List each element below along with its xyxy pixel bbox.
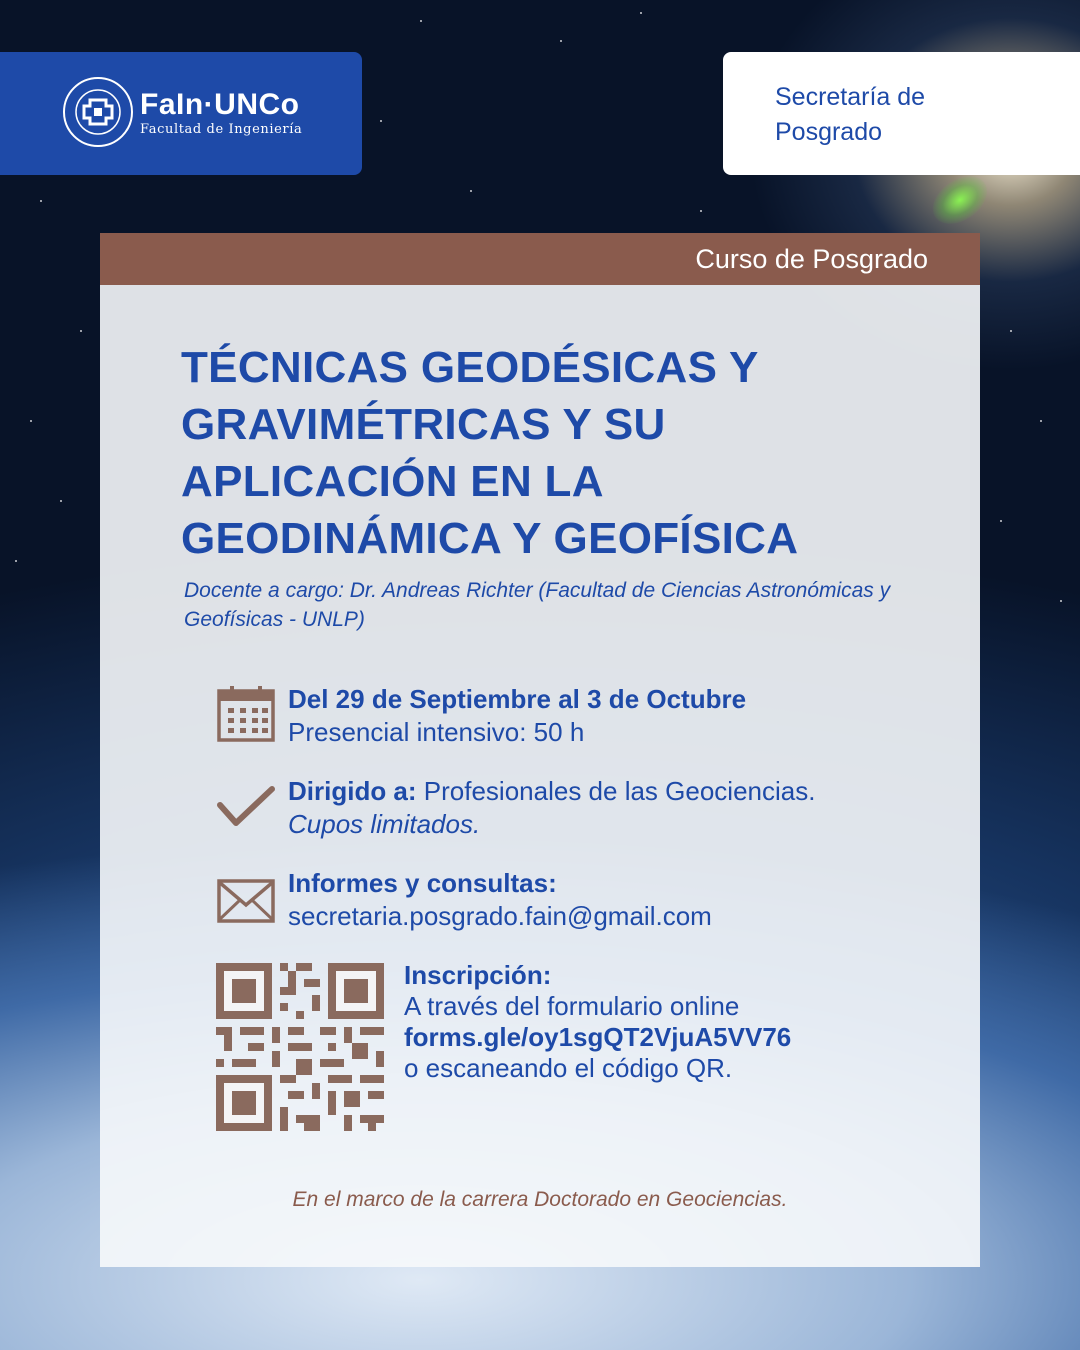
contact-email[interactable]: secretaria.posgrado.fain@gmail.com xyxy=(288,901,712,931)
course-card xyxy=(100,233,980,1267)
registration-line2: o escaneando el código QR. xyxy=(404,1053,733,1083)
faculty-logo xyxy=(0,52,362,175)
target-heading: Dirigido a: xyxy=(288,776,417,806)
secretaria-label: Secretaría de Posgrado xyxy=(775,83,926,146)
logo-subtitle: Facultad de Ingeniería xyxy=(140,122,303,137)
target-detail: Profesionales de las Geociencias. xyxy=(416,776,816,806)
docente-text: Docente a cargo: Dr. Andreas Richter (Facultad de Ciencias Astronómicas y Geofísicas - UNLP) xyxy=(184,579,891,631)
dates-detail: Presencial intensivo: 50 h xyxy=(288,717,585,747)
check-icon xyxy=(216,775,276,835)
registration-link[interactable]: forms.gle/oy1sgQT2VjuA5VV76 xyxy=(404,1022,792,1052)
secretaria-badge xyxy=(723,52,1080,175)
footer-note: En el marco de la carrera Doctorado en Geociencias. xyxy=(292,1188,788,1211)
registration-heading: Inscripción: xyxy=(404,960,552,990)
logo-brand: FaIn·UNCo xyxy=(140,88,300,121)
registration-line1: A través del formulario online xyxy=(404,991,740,1021)
dates-heading: Del 29 de Septiembre al 3 de Octubre xyxy=(288,684,747,714)
course-label: Curso de Posgrado xyxy=(100,233,980,285)
calendar-icon xyxy=(216,683,276,743)
contact-heading: Informes y consultas: xyxy=(288,868,557,898)
university-seal-icon xyxy=(62,76,134,148)
course-title: TÉCNICAS GEODÉSICAS Y GRAVIMÉTRICAS Y SU APLICACIÓN EN LA GEODINÁMICA Y GEOFÍSICA xyxy=(181,343,799,563)
target-note: Cupos limitados. xyxy=(288,809,481,839)
mail-icon xyxy=(216,873,276,933)
qr-code[interactable] xyxy=(216,963,384,1131)
registration-block xyxy=(404,960,904,1084)
